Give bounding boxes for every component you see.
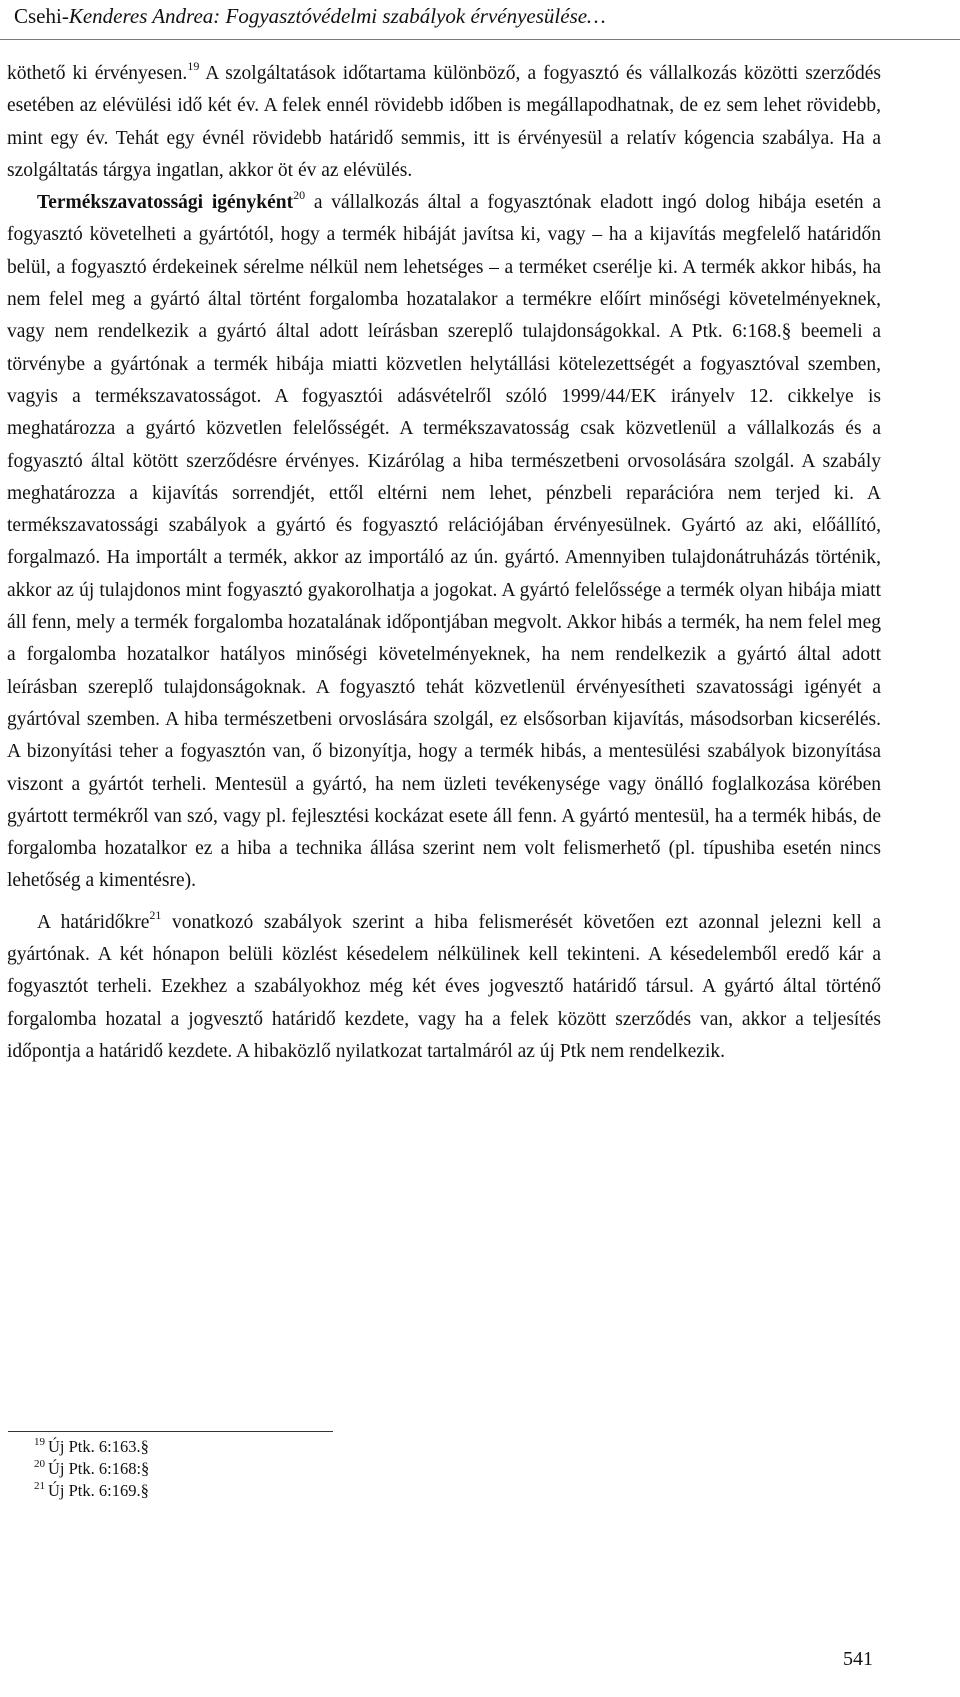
footnote-number: 19 (34, 1436, 45, 1448)
footnote-number: 20 (34, 1458, 45, 1470)
footnote (34, 1480, 149, 1502)
footnote-separator (8, 1431, 333, 1432)
header-author: Csehi- (14, 4, 69, 28)
footnote (34, 1436, 149, 1458)
paragraph-text: A szolgáltatások időtartama különböző, a fogyasztó és vállalkozás közötti szerződés esetében az elévülési idő két év. A felek ennél rövidebb időben is megállapodhatnak, de ez sem lehet rövidebb, mint egy év. Tehát egy évnél rövidebb határidő semmis, itt is érvényesül a relatív kógencia szabálya. Ha a szolgáltatás tárgya ingatlan, akkor öt év az elévülés. (7, 63, 881, 181)
paragraph-text: A határidőkre (37, 911, 150, 933)
header-title-italic: Kenderes Andrea: Fogyasztóvédelmi szabályok érvényesülése… (68, 4, 606, 28)
header-title (14, 4, 606, 29)
footnote-reference: 19 (187, 59, 200, 73)
footnotes (34, 1436, 149, 1502)
footnote-reference: 21 (149, 907, 162, 922)
paragraph-product-liability (7, 187, 881, 898)
footnote (34, 1458, 149, 1480)
footnote-number: 21 (34, 1480, 45, 1492)
running-header (0, 0, 960, 40)
footnote-reference: 20 (293, 188, 306, 203)
footnote-text: Új Ptk. 6:169.§ (48, 1481, 149, 1500)
paragraph-deadlines (7, 907, 881, 1068)
bold-term: Termékszavatossági igényként (37, 192, 294, 214)
paragraph-text: a vállalkozás által a fogyasztónak eladott ingó dolog hibája esetén a fogyasztó követelheti a gyártótól, hogy a termék hibáját javítsa ki, vagy – ha a kijavítás megfelelő határidőn belül, a fogyasztó érdekeinek sérelme nélkül nem lehetséges – a terméket cserélje ki. A termék akkor hibás, ha nem felel meg a gyártó által történt forgalomba hozatalakor a termékre előírt minőségi követelményeknek, vagy nem rendelkezik a gyártó által adott leírásban szereplő tulajdonságokkal. A Ptk. 6:168.§ beemeli a törvénybe a gyártónak a termék hibája miatti közvetlen helytállási kötelezettségét a fogyasztóval szemben, vagyis a termékszavatosságot. A fogyasztói adásvételről szóló 1999/44/EK irányelv 12. cikkelye is meghatározza a gyártó közvetlen felelősségét. A termékszavatosság csak közvetlenül a vállalkozás és a fogyasztó által kötött szerződésre érvényes. Kizárólag a hiba természetbeni orvosolására szolgál. A szabály meghatározza a kijavítás sorrendjét, ettől eltérni nem lehet, pénzbeli reparációra nem terjed ki. A termékszavatossági szabályok a gyártó és fogyasztó relációjában érvényesülnek. Gyártó az aki, előállító, forgalmazó. Ha importált a termék, akkor az importáló az ún. gyártó. Amennyiben tulajdonátruházás történik, akkor az új tulajdonos mint fogyasztó gyakorolhatja a jogokat. A gyártó felelőssége a termék olyan hibája miatt áll fenn, mely a termék forgalomba hozatalának időpontjában megvolt. Akkor hibás a termék, ha nem felel meg a forgalomba hozatalkor hatályos minőségi követelményeknek, ha nem rendelkezik a gyártó által adott leírásban szereplő tulajdonságoknak. A fogyasztó tehát közvetlenül érvényesítheti szavatossági igényét a gyártóval szemben. A hiba természetbeni orvoslására szolgál, ez elsősorban kijavítás, másodsorban kicserélés. A bizonyítási teher a fogyasztón van, ő bizonyítja, hogy a termék hibás, a mentesülési szabályok bizonyítása viszont a gyártót terheli. Mentesül a gyártó, ha nem üzleti tevékenysége vagy önálló foglalkozása körében gyártott termékről van szó, vagy pl. fejlesztési kockázat esete áll fenn. A gyártó mentesül, ha a termék hibás, de forgalomba hozatalkor ez a hiba a technika állása szerint nem volt felismerhető (pl. típushiba esetén nincs lehetőség a kimentésre). (7, 192, 881, 892)
footnote-text: Új Ptk. 6:163.§ (48, 1437, 149, 1456)
footnote-text: Új Ptk. 6:168:§ (48, 1459, 150, 1478)
paragraph-continuation (7, 58, 881, 187)
body-text (7, 58, 881, 1068)
paragraph-text: vonatkozó szabályok szerint a hiba felismerését követően ezt azonnal jelezni kell a gyártónak. A két hónapon belüli közlést késedelem nélkülinek kell tekinteni. A késedelemből eredő kár a fogyasztót terheli. Ezekhez a szabályokhoz még két éves jogvesztő határidő társul. A gyártó által történő forgalomba hozatal a jogvesztő határidő kezdete, vagy ha a felek között szerződés van, akkor a teljesítés időpontja a határidő kezdete. A hibaközlő nyilatkozat tartalmáról az új Ptk nem rendelkezik. (7, 911, 882, 1062)
paragraph-text: köthető ki érvényesen. (7, 63, 188, 84)
page-number: 541 (843, 1648, 873, 1670)
